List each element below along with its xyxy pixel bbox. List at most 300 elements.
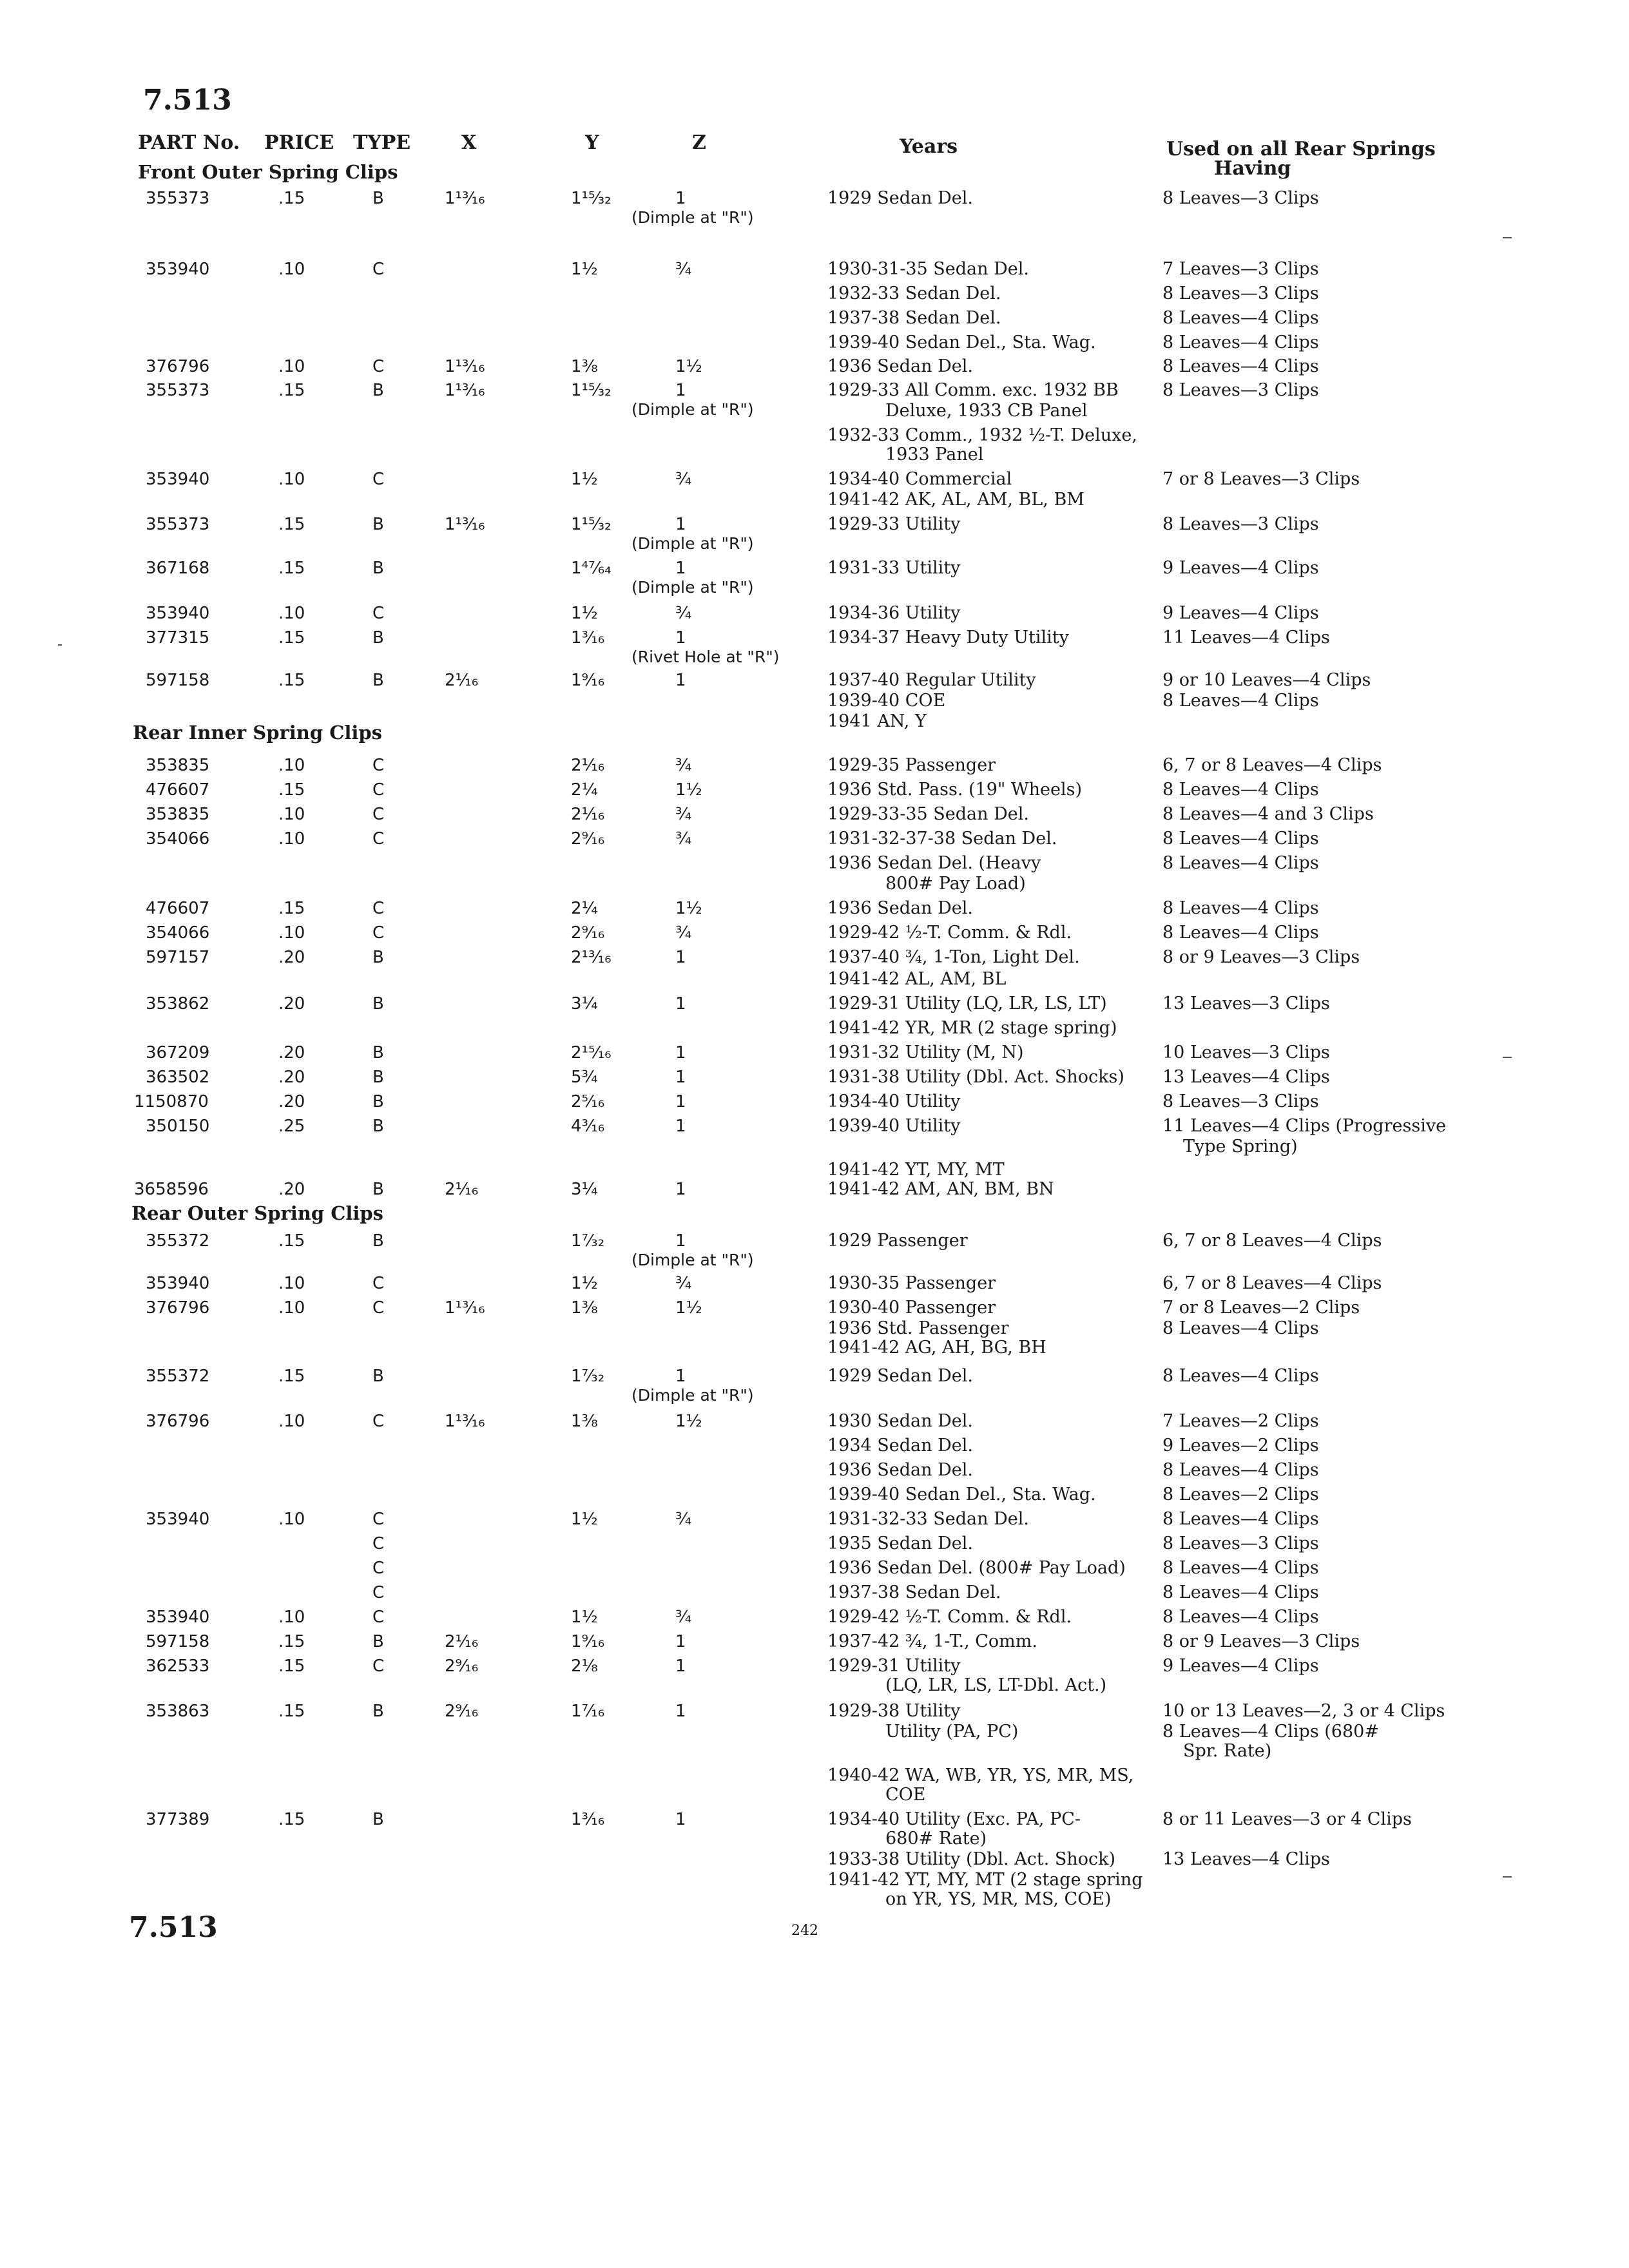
years-model: 1933-38 Utility (Dbl. Act. Shock) bbox=[827, 1849, 1116, 1869]
part-number: 377315 bbox=[146, 628, 210, 648]
spring-leaves: 9 Leaves—4 Clips bbox=[1162, 603, 1319, 623]
years-model: 1929 Sedan Del. bbox=[827, 188, 973, 208]
margin-mark bbox=[1503, 1057, 1512, 1058]
clip-type: C bbox=[372, 756, 385, 775]
clip-type: C bbox=[372, 1534, 385, 1553]
part-number: 353835 bbox=[146, 805, 210, 824]
price: .15 bbox=[278, 1657, 305, 1676]
section-title-rear-outer: Rear Outer Spring Clips bbox=[131, 1202, 383, 1224]
dimension-y: 2⅛ bbox=[571, 1657, 598, 1676]
price: .10 bbox=[278, 923, 305, 943]
spring-leaves: 8 Leaves—4 Clips bbox=[1162, 1318, 1319, 1338]
header-z: Z bbox=[692, 131, 706, 154]
spring-leaves: 8 Leaves—4 Clips bbox=[1162, 1582, 1319, 1602]
years-model: 1936 Sedan Del. bbox=[827, 1460, 973, 1480]
part-number: 3658596 bbox=[134, 1180, 209, 1199]
clip-type: B bbox=[372, 1180, 384, 1199]
price: .20 bbox=[278, 1180, 305, 1199]
part-number: 377389 bbox=[146, 1810, 210, 1829]
price: .20 bbox=[278, 1068, 305, 1087]
dimension-z: 1 bbox=[675, 1810, 686, 1829]
years-model: 1941-42 AG, AH, BG, BH bbox=[827, 1338, 1046, 1358]
dimension-y: 1⅜ bbox=[571, 1298, 598, 1318]
part-number: 376796 bbox=[146, 1412, 210, 1431]
years-model: 1932-33 Sedan Del. bbox=[827, 284, 1001, 303]
clip-type: B bbox=[372, 1092, 384, 1111]
clip-type: B bbox=[372, 994, 384, 1014]
clip-type: C bbox=[372, 470, 385, 489]
years-model: 1929 Sedan Del. bbox=[827, 1366, 973, 1386]
spring-leaves: 8 Leaves—2 Clips bbox=[1162, 1485, 1319, 1504]
dimension-y: 1½ bbox=[571, 1274, 598, 1293]
dimension-y: 1⅜ bbox=[571, 357, 598, 376]
dimension-x: 2¹⁄₁₆ bbox=[445, 1180, 479, 1199]
years-model: 1931-38 Utility (Dbl. Act. Shocks) bbox=[827, 1067, 1124, 1087]
page-number: 242 bbox=[791, 1923, 818, 1939]
years-model: 1936 Sedan Del. bbox=[827, 356, 973, 376]
clip-type: C bbox=[372, 1298, 385, 1318]
years-model: 1929-33 Utility bbox=[827, 514, 961, 534]
years-model: 1930-40 Passenger bbox=[827, 1298, 996, 1318]
spring-leaves: 8 Leaves—4 Clips bbox=[1162, 1460, 1319, 1480]
price: .15 bbox=[278, 780, 305, 800]
page-ref-top: 7.513 bbox=[143, 84, 232, 117]
dimension-y: 3¼ bbox=[571, 1180, 598, 1199]
dimension-x: 1¹³⁄₁₆ bbox=[445, 1412, 485, 1431]
price: .15 bbox=[278, 899, 305, 918]
dimension-y: 1⁷⁄₃₂ bbox=[571, 1231, 605, 1251]
price: .15 bbox=[278, 515, 305, 534]
dimension-z: 1 bbox=[675, 381, 686, 400]
dimension-z: ¾ bbox=[675, 829, 692, 849]
spring-leaves: 10 or 13 Leaves—2, 3 or 4 Clips bbox=[1162, 1701, 1445, 1721]
years-model: 1930-35 Passenger bbox=[827, 1273, 996, 1293]
clip-type: B bbox=[372, 189, 384, 208]
spring-leaves: 8 Leaves—4 Clips (680# bbox=[1162, 1722, 1379, 1742]
clip-type: C bbox=[372, 923, 385, 943]
part-number: 350150 bbox=[146, 1117, 210, 1136]
dimension-y: 2¹³⁄₁₆ bbox=[571, 948, 612, 967]
dimension-z: 1 bbox=[675, 994, 686, 1014]
dimension-note: (Dimple at "R") bbox=[631, 534, 754, 553]
part-number: 597158 bbox=[146, 671, 210, 690]
years-model: 1934-40 Commercial bbox=[827, 469, 1012, 489]
years-model: 1936 Sedan Del. (800# Pay Load) bbox=[827, 1558, 1126, 1578]
part-number: 353862 bbox=[146, 994, 210, 1014]
part-number: 355373 bbox=[146, 381, 210, 400]
dimension-z: 1 bbox=[675, 1180, 686, 1199]
price: .10 bbox=[278, 829, 305, 849]
years-model: 680# Rate) bbox=[885, 1829, 987, 1849]
dimension-z: 1 bbox=[675, 1231, 686, 1251]
years-model: 1937-38 Sedan Del. bbox=[827, 308, 1001, 328]
dimension-y: 1⁷⁄₁₆ bbox=[571, 1702, 605, 1721]
part-number: 376796 bbox=[146, 357, 210, 376]
spring-leaves: 9 Leaves—2 Clips bbox=[1162, 1436, 1319, 1456]
clip-type: C bbox=[372, 899, 385, 918]
dimension-z: ¾ bbox=[675, 923, 692, 943]
spring-leaves: 13 Leaves—4 Clips bbox=[1162, 1849, 1330, 1869]
years-model: 1941-42 AK, AL, AM, BL, BM bbox=[827, 490, 1084, 510]
dimension-y: 3¼ bbox=[571, 994, 598, 1014]
dimension-y: 2¹⁵⁄₁₆ bbox=[571, 1043, 612, 1062]
dimension-note: (Dimple at "R") bbox=[631, 1386, 754, 1405]
years-model: 1936 Std. Passenger bbox=[827, 1318, 1009, 1338]
dimension-z: ¾ bbox=[675, 260, 692, 279]
dimension-x: 2⁹⁄₁₆ bbox=[445, 1702, 479, 1721]
clip-type: B bbox=[372, 1367, 384, 1386]
years-model: 1937-38 Sedan Del. bbox=[827, 1582, 1001, 1602]
part-number: 353940 bbox=[146, 1274, 210, 1293]
dimension-y: 1⅜ bbox=[571, 1412, 598, 1431]
price: .20 bbox=[278, 1092, 305, 1111]
dimension-y: 2¼ bbox=[571, 899, 598, 918]
clip-type: B bbox=[372, 1043, 384, 1062]
dimension-x: 1¹³⁄₁₆ bbox=[445, 381, 485, 400]
clip-type: B bbox=[372, 948, 384, 967]
spring-leaves: 11 Leaves—4 Clips bbox=[1162, 628, 1330, 648]
years-model: 1941 AN, Y bbox=[827, 711, 927, 731]
clip-type: C bbox=[372, 780, 385, 800]
part-number: 353940 bbox=[146, 1608, 210, 1627]
years-model: 1930 Sedan Del. bbox=[827, 1411, 973, 1431]
part-number: 367209 bbox=[146, 1043, 210, 1062]
dimension-y: 2⁹⁄₁₆ bbox=[571, 923, 605, 943]
dimension-x: 1¹³⁄₁₆ bbox=[445, 189, 485, 208]
section-title-front-outer: Front Outer Spring Clips bbox=[138, 161, 398, 183]
header-type: TYPE bbox=[353, 131, 411, 154]
part-number: 476607 bbox=[146, 780, 210, 800]
header-having: Having bbox=[1214, 157, 1291, 180]
clip-type: C bbox=[372, 357, 385, 376]
price: .15 bbox=[278, 1231, 305, 1251]
price: .10 bbox=[278, 1298, 305, 1318]
dimension-z: 1 bbox=[675, 1092, 686, 1111]
years-model: 1929-33-35 Sedan Del. bbox=[827, 804, 1029, 824]
dimension-z: ¾ bbox=[675, 1608, 692, 1627]
margin-mark bbox=[58, 644, 62, 646]
price: .20 bbox=[278, 1043, 305, 1062]
clip-type: C bbox=[372, 1559, 385, 1578]
dimension-y: 1½ bbox=[571, 1510, 598, 1529]
part-number: 353940 bbox=[146, 604, 210, 623]
clip-type: B bbox=[372, 671, 384, 690]
dimension-note: (Rivet Hole at "R") bbox=[631, 648, 780, 666]
part-number: 355372 bbox=[146, 1367, 210, 1386]
clip-type: B bbox=[372, 1810, 384, 1829]
price: .10 bbox=[278, 805, 305, 824]
dimension-y: 1³⁄₁₆ bbox=[571, 1810, 605, 1829]
years-model: 1936 Sedan Del. (Heavy bbox=[827, 853, 1041, 873]
spring-leaves: 13 Leaves—3 Clips bbox=[1162, 994, 1330, 1014]
years-model: 1937-40 ¾, 1-Ton, Light Del. bbox=[827, 947, 1080, 967]
spring-leaves: 6, 7 or 8 Leaves—4 Clips bbox=[1162, 755, 1382, 775]
years-model: 1941-42 AM, AN, BM, BN bbox=[827, 1179, 1054, 1199]
dimension-z: ¾ bbox=[675, 470, 692, 489]
part-number: 353940 bbox=[146, 260, 210, 279]
dimension-z: 1 bbox=[675, 189, 686, 208]
dimension-y: 1⁷⁄₃₂ bbox=[571, 1367, 605, 1386]
dimension-y: 1⁴⁷⁄₆₄ bbox=[571, 559, 612, 578]
spring-leaves: 8 Leaves—4 Clips bbox=[1162, 853, 1319, 873]
spring-leaves: 8 Leaves—4 and 3 Clips bbox=[1162, 804, 1374, 824]
dimension-x: 2⁹⁄₁₆ bbox=[445, 1657, 479, 1676]
clip-type: B bbox=[372, 515, 384, 534]
spring-leaves: 8 Leaves—4 Clips bbox=[1162, 898, 1319, 918]
years-model: 1929-35 Passenger bbox=[827, 755, 996, 775]
clip-type: C bbox=[372, 1412, 385, 1431]
price: .10 bbox=[278, 1274, 305, 1293]
years-model: 1931-32-37-38 Sedan Del. bbox=[827, 829, 1057, 849]
spring-leaves: 6, 7 or 8 Leaves—4 Clips bbox=[1162, 1273, 1382, 1293]
years-model: 1940-42 WA, WB, YR, YS, MR, MS, bbox=[827, 1765, 1134, 1785]
spring-leaves: 10 Leaves—3 Clips bbox=[1162, 1043, 1330, 1062]
years-model: 1930-31-35 Sedan Del. bbox=[827, 259, 1029, 279]
clip-type: C bbox=[372, 829, 385, 849]
spring-leaves: 7 or 8 Leaves—3 Clips bbox=[1162, 469, 1360, 489]
part-number: 355373 bbox=[146, 515, 210, 534]
price: .15 bbox=[278, 1632, 305, 1651]
part-number: 354066 bbox=[146, 829, 210, 849]
dimension-x: 2¹⁄₁₆ bbox=[445, 671, 479, 690]
years-model: 1931-32-33 Sedan Del. bbox=[827, 1509, 1029, 1529]
price: .25 bbox=[278, 1117, 305, 1136]
clip-type: C bbox=[372, 1583, 385, 1602]
dimension-y: 1⁹⁄₁₆ bbox=[571, 671, 605, 690]
dimension-y: 1½ bbox=[571, 604, 598, 623]
clip-type: B bbox=[372, 1632, 384, 1651]
price: .10 bbox=[278, 357, 305, 376]
years-model: 1934-40 Utility bbox=[827, 1091, 961, 1111]
price: .10 bbox=[278, 604, 305, 623]
years-model: 1941-42 YR, MR (2 stage spring) bbox=[827, 1018, 1117, 1038]
price: .20 bbox=[278, 994, 305, 1014]
part-number: 597158 bbox=[146, 1632, 210, 1651]
clip-type: B bbox=[372, 381, 384, 400]
dimension-z: 1 bbox=[675, 1657, 686, 1676]
part-number: 353940 bbox=[146, 470, 210, 489]
margin-mark bbox=[1503, 1876, 1512, 1878]
part-number: 367168 bbox=[146, 559, 210, 578]
dimension-z: 1 bbox=[675, 1068, 686, 1087]
clip-type: B bbox=[372, 1231, 384, 1251]
dimension-y: 1¹⁵⁄₃₂ bbox=[571, 189, 612, 208]
part-number: 353940 bbox=[146, 1510, 210, 1529]
part-number: 362533 bbox=[146, 1657, 210, 1676]
price: .15 bbox=[278, 381, 305, 400]
spring-leaves: 8 Leaves—4 Clips bbox=[1162, 691, 1319, 711]
dimension-z: 1 bbox=[675, 628, 686, 648]
dimension-y: 2¹⁄₁₆ bbox=[571, 756, 605, 775]
price: .15 bbox=[278, 671, 305, 690]
spring-leaves: 13 Leaves—4 Clips bbox=[1162, 1067, 1330, 1087]
years-model: 1937-42 ¾, 1-T., Comm. bbox=[827, 1631, 1037, 1651]
spring-leaves: 7 Leaves—3 Clips bbox=[1162, 259, 1319, 279]
dimension-y: 2⁹⁄₁₆ bbox=[571, 829, 605, 849]
spring-leaves: 8 Leaves—4 Clips bbox=[1162, 1509, 1319, 1529]
dimension-z: 1½ bbox=[675, 1412, 702, 1431]
header-price: PRICE bbox=[264, 131, 334, 154]
dimension-y: 5¾ bbox=[571, 1068, 598, 1087]
years-model: 1929-42 ½-T. Comm. & Rdl. bbox=[827, 1607, 1072, 1627]
header-x: X bbox=[461, 131, 477, 154]
part-number: 376796 bbox=[146, 1298, 210, 1318]
dimension-z: 1½ bbox=[675, 1298, 702, 1318]
spring-leaves: 8 Leaves—4 Clips bbox=[1162, 1366, 1319, 1386]
dimension-z: 1½ bbox=[675, 357, 702, 376]
part-number: 353863 bbox=[146, 1702, 210, 1721]
dimension-note: (Dimple at "R") bbox=[631, 400, 754, 419]
spring-leaves: 8 or 9 Leaves—3 Clips bbox=[1162, 1631, 1360, 1651]
spring-leaves: 7 or 8 Leaves—2 Clips bbox=[1162, 1298, 1360, 1318]
dimension-z: 1½ bbox=[675, 899, 702, 918]
clip-type: C bbox=[372, 1608, 385, 1627]
dimension-x: 1¹³⁄₁₆ bbox=[445, 357, 485, 376]
spring-leaves: Spr. Rate) bbox=[1183, 1741, 1272, 1761]
spring-leaves: 8 Leaves—4 Clips bbox=[1162, 829, 1319, 849]
dimension-z: 1 bbox=[675, 1632, 686, 1651]
header-part-no: PART No. bbox=[138, 131, 240, 154]
dimension-y: 2¼ bbox=[571, 780, 598, 800]
dimension-y: 1¹⁵⁄₃₂ bbox=[571, 381, 612, 400]
years-model: 1939-40 Sedan Del., Sta. Wag. bbox=[827, 332, 1096, 352]
spring-leaves: 8 Leaves—3 Clips bbox=[1162, 514, 1319, 534]
clip-type: C bbox=[372, 604, 385, 623]
dimension-z: 1½ bbox=[675, 780, 702, 800]
clip-type: B bbox=[372, 1117, 384, 1136]
years-model: 1941-42 AL, AM, BL bbox=[827, 969, 1007, 989]
years-model: 1941-42 YT, MY, MT bbox=[827, 1160, 1005, 1180]
years-model: 1934-36 Utility bbox=[827, 603, 961, 623]
price: .10 bbox=[278, 470, 305, 489]
spring-leaves: 8 Leaves—3 Clips bbox=[1162, 188, 1319, 208]
dimension-x: 2¹⁄₁₆ bbox=[445, 1632, 479, 1651]
years-model: Utility (PA, PC) bbox=[885, 1722, 1019, 1742]
years-model: 1936 Sedan Del. bbox=[827, 898, 973, 918]
years-model: 1934 Sedan Del. bbox=[827, 1436, 973, 1456]
years-model: (LQ, LR, LS, LT-Dbl. Act.) bbox=[885, 1675, 1107, 1695]
years-model: 1929 Passenger bbox=[827, 1231, 968, 1251]
years-model: 1935 Sedan Del. bbox=[827, 1533, 973, 1553]
spring-leaves: 9 Leaves—4 Clips bbox=[1162, 1656, 1319, 1676]
years-model: 1937-40 Regular Utility bbox=[827, 670, 1036, 690]
spring-leaves: 8 Leaves—4 Clips bbox=[1162, 780, 1319, 800]
years-model: 1936 Std. Pass. (19" Wheels) bbox=[827, 780, 1083, 800]
price: .10 bbox=[278, 756, 305, 775]
dimension-z: 1 bbox=[675, 559, 686, 578]
years-model: 1929-38 Utility bbox=[827, 1701, 961, 1721]
years-model: 1931-32 Utility (M, N) bbox=[827, 1043, 1024, 1062]
spring-leaves: 8 Leaves—3 Clips bbox=[1162, 380, 1319, 400]
dimension-z: 1 bbox=[675, 1043, 686, 1062]
price: .15 bbox=[278, 1810, 305, 1829]
part-number: 353835 bbox=[146, 756, 210, 775]
dimension-note: (Dimple at "R") bbox=[631, 1251, 754, 1269]
clip-type: B bbox=[372, 628, 384, 648]
dimension-y: 1½ bbox=[571, 260, 598, 279]
dimension-note: (Dimple at "R") bbox=[631, 208, 754, 227]
years-model: 1929-42 ½-T. Comm. & Rdl. bbox=[827, 923, 1072, 943]
clip-type: C bbox=[372, 805, 385, 824]
years-model: 1934-40 Utility (Exc. PA, PC- bbox=[827, 1809, 1081, 1829]
years-model: 1929-31 Utility bbox=[827, 1656, 961, 1676]
dimension-z: ¾ bbox=[675, 604, 692, 623]
years-model: 1929-31 Utility (LQ, LR, LS, LT) bbox=[827, 994, 1107, 1014]
header-years: Years bbox=[900, 135, 958, 158]
price: .15 bbox=[278, 1702, 305, 1721]
clip-type: B bbox=[372, 1068, 384, 1087]
spring-leaves: Type Spring) bbox=[1183, 1137, 1298, 1157]
dimension-note: (Dimple at "R") bbox=[631, 578, 754, 597]
price: .20 bbox=[278, 948, 305, 967]
years-model: 1929-33 All Comm. exc. 1932 BB bbox=[827, 380, 1119, 400]
years-model: Deluxe, 1933 CB Panel bbox=[885, 401, 1088, 421]
dimension-y: 1⁹⁄₁₆ bbox=[571, 1632, 605, 1651]
price: .10 bbox=[278, 1412, 305, 1431]
spring-leaves: 8 Leaves—3 Clips bbox=[1162, 1091, 1319, 1111]
part-number: 363502 bbox=[146, 1068, 210, 1087]
years-model: 1939-40 COE bbox=[827, 691, 946, 711]
years-model: 1932-33 Comm., 1932 ½-T. Deluxe, bbox=[827, 425, 1137, 445]
clip-type: C bbox=[372, 1274, 385, 1293]
dimension-y: 1³⁄₁₆ bbox=[571, 628, 605, 648]
years-model: 1933 Panel bbox=[885, 445, 984, 465]
years-model: on YR, YS, MR, MS, COE) bbox=[885, 1889, 1112, 1909]
dimension-z: ¾ bbox=[675, 1510, 692, 1529]
clip-type: C bbox=[372, 1657, 385, 1676]
dimension-y: 4³⁄₁₆ bbox=[571, 1117, 605, 1136]
dimension-x: 1¹³⁄₁₆ bbox=[445, 1298, 485, 1318]
spring-leaves: 8 Leaves—4 Clips bbox=[1162, 1607, 1319, 1627]
spring-leaves: 8 Leaves—4 Clips bbox=[1162, 923, 1319, 943]
spring-leaves: 11 Leaves—4 Clips (Progressive bbox=[1162, 1116, 1447, 1136]
part-number: 354066 bbox=[146, 923, 210, 943]
years-model: 800# Pay Load) bbox=[885, 874, 1026, 894]
spring-leaves: 8 Leaves—4 Clips bbox=[1162, 356, 1319, 376]
part-number: 597157 bbox=[146, 948, 210, 967]
spring-leaves: 9 Leaves—4 Clips bbox=[1162, 558, 1319, 578]
dimension-z: 1 bbox=[675, 948, 686, 967]
dimension-z: ¾ bbox=[675, 1274, 692, 1293]
clip-type: B bbox=[372, 559, 384, 578]
section-title-rear-inner: Rear Inner Spring Clips bbox=[133, 722, 382, 744]
years-model: 1931-33 Utility bbox=[827, 558, 961, 578]
dimension-z: 1 bbox=[675, 671, 686, 690]
price: .10 bbox=[278, 260, 305, 279]
spring-leaves: 8 Leaves—4 Clips bbox=[1162, 332, 1319, 352]
dimension-y: 2¹⁄₁₆ bbox=[571, 805, 605, 824]
dimension-y: 1½ bbox=[571, 1608, 598, 1627]
clip-type: C bbox=[372, 260, 385, 279]
years-model: 1939-40 Utility bbox=[827, 1116, 961, 1136]
dimension-y: 1¹⁵⁄₃₂ bbox=[571, 515, 612, 534]
spring-leaves: 6, 7 or 8 Leaves—4 Clips bbox=[1162, 1231, 1382, 1251]
years-model: 1939-40 Sedan Del., Sta. Wag. bbox=[827, 1485, 1096, 1504]
years-model: COE bbox=[885, 1785, 926, 1805]
dimension-x: 1¹³⁄₁₆ bbox=[445, 515, 485, 534]
part-number: 1150870 bbox=[134, 1092, 209, 1111]
spring-leaves: 7 Leaves—2 Clips bbox=[1162, 1411, 1319, 1431]
price: .15 bbox=[278, 189, 305, 208]
dimension-z: ¾ bbox=[675, 805, 692, 824]
spring-leaves: 8 Leaves—4 Clips bbox=[1162, 1558, 1319, 1578]
header-y: Y bbox=[585, 131, 599, 154]
dimension-z: 1 bbox=[675, 1702, 686, 1721]
spring-leaves: 8 or 11 Leaves—3 or 4 Clips bbox=[1162, 1809, 1412, 1829]
dimension-z: 1 bbox=[675, 1367, 686, 1386]
spring-leaves: 9 or 10 Leaves—4 Clips bbox=[1162, 670, 1371, 690]
price: .15 bbox=[278, 1367, 305, 1386]
